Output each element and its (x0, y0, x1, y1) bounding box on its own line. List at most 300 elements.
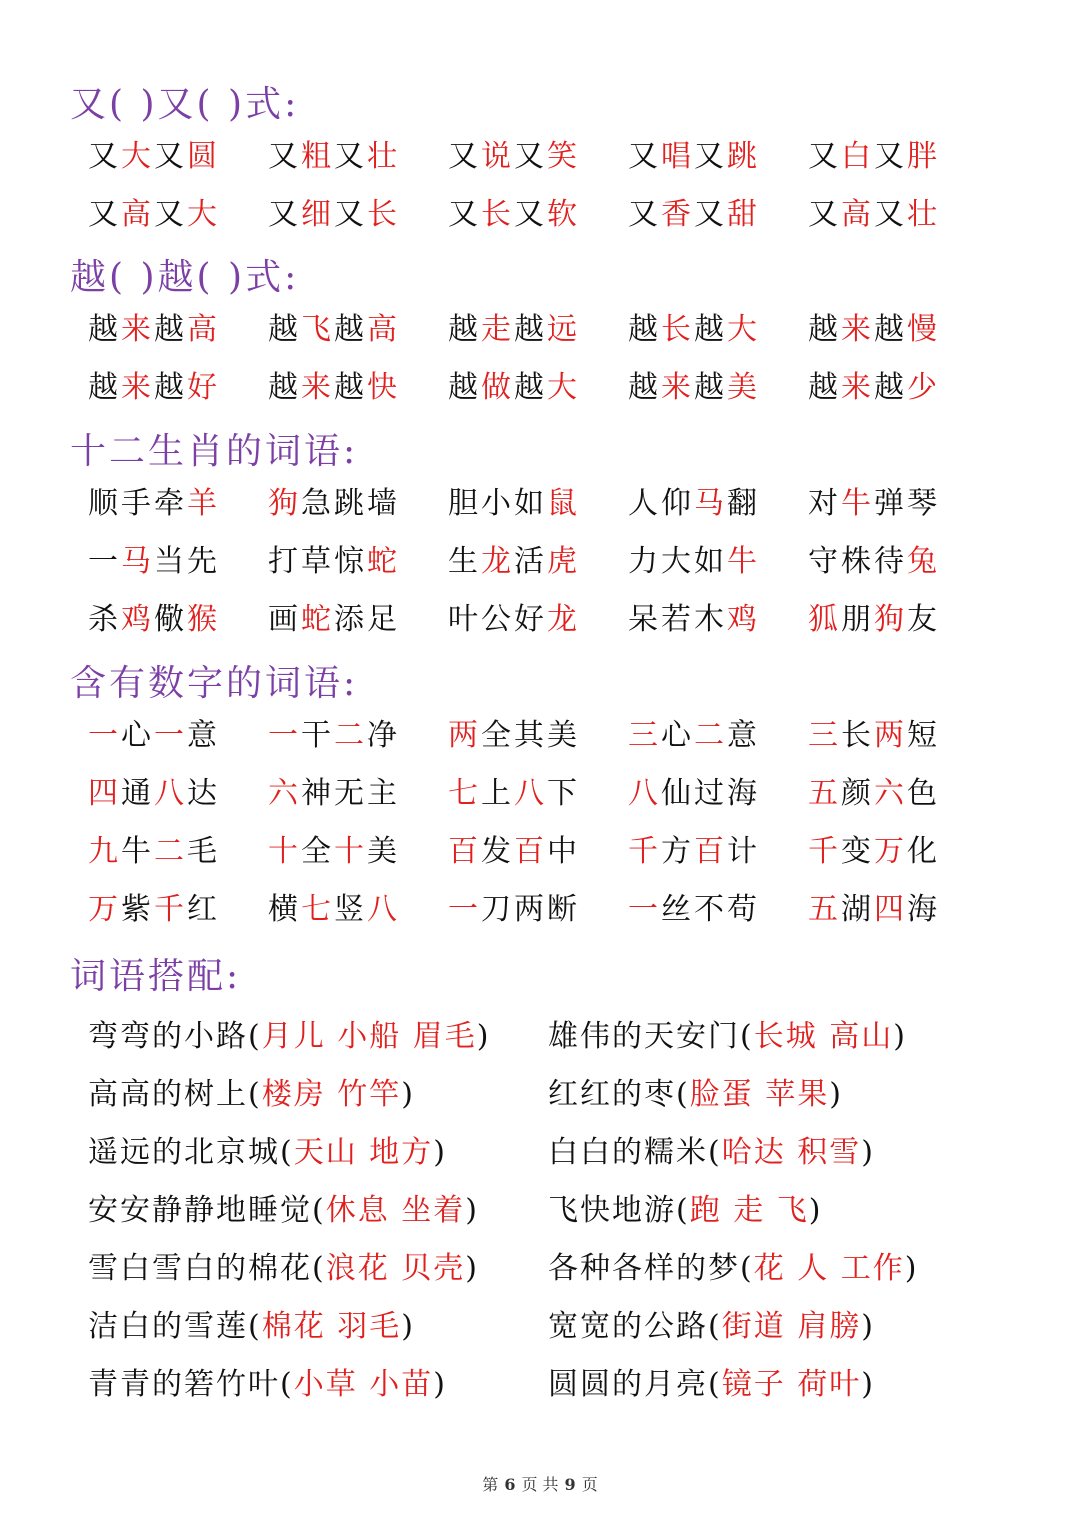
text-segment: 当先 (154, 544, 220, 579)
phrase-item (88, 713, 220, 759)
text-segment: 蛇 (301, 602, 334, 637)
text-segment: 又 (154, 197, 187, 232)
text-segment: 跑 走 飞 (689, 1193, 809, 1228)
text-segment: ) (893, 1019, 907, 1054)
text-segment: 牛 (727, 544, 760, 579)
text-segment: 小草 小苗 (293, 1367, 434, 1402)
text-segment: ) (433, 1135, 447, 1170)
text-segment: 长 (841, 718, 874, 753)
collocation-item (88, 1072, 415, 1118)
text-segment: 快 (367, 370, 400, 405)
phrase-item (88, 829, 220, 875)
word-row (88, 134, 1008, 180)
text-segment: 呆若木 (628, 602, 727, 637)
text-segment: ) (401, 1309, 415, 1344)
text-segment: ) (465, 1193, 479, 1228)
collocation-item (548, 1014, 907, 1060)
text-segment: 越 (154, 370, 187, 405)
text-segment: 脸蛋 苹果 (689, 1077, 830, 1112)
text-segment: 雪白雪白的棉花( (88, 1251, 326, 1286)
text-segment: ) (904, 1251, 919, 1286)
text-segment: 千 (808, 834, 841, 869)
text-segment: 高 (121, 197, 154, 232)
text-segment: 毛 (187, 834, 220, 869)
text-segment: 越 (808, 312, 841, 347)
text-segment: 对 (808, 486, 841, 521)
collocation-item (548, 1188, 823, 1234)
text-segment: 飞 (301, 312, 334, 347)
phrase-item (628, 539, 760, 585)
text-segment: 少 (907, 370, 940, 405)
text-segment: 大 (547, 370, 580, 405)
phrase-item (268, 771, 400, 817)
text-segment: 干 (301, 718, 334, 753)
phrase-item (448, 192, 580, 238)
text-segment: 万 (88, 892, 121, 927)
text-segment: 做 (481, 370, 514, 405)
text-segment: 粗 (301, 139, 334, 174)
text-segment: 活 (514, 544, 547, 579)
text-segment: 一 (88, 544, 121, 579)
phrase-item (268, 713, 400, 759)
phrase-item (448, 771, 580, 817)
phrase-item (628, 771, 760, 817)
text-segment: 友 (907, 602, 940, 637)
phrase-item (88, 887, 220, 933)
collocation-item (88, 1362, 447, 1408)
collocation-item (88, 1130, 447, 1176)
phrase-item (448, 539, 580, 585)
text-segment: 鸡 (727, 602, 760, 637)
text-segment: 又 (448, 197, 481, 232)
text-segment: 马 (121, 544, 154, 579)
phrase-item (628, 829, 760, 875)
text-segment: 八 (154, 776, 187, 811)
text-segment: 丝不苟 (661, 892, 760, 927)
phrase-item (268, 597, 400, 643)
text-segment: 越 (694, 370, 727, 405)
phrase-item (88, 481, 220, 527)
phrase-item (628, 481, 760, 527)
text-segment: 心 (121, 718, 154, 753)
text-segment: 蛇 (367, 544, 400, 579)
text-segment: ) (861, 1367, 875, 1402)
text-segment: 龙 (547, 602, 580, 637)
text-segment: ) (861, 1135, 875, 1170)
text-segment: 越 (808, 370, 841, 405)
text-segment: 长 (661, 312, 694, 347)
text-segment: 胖 (907, 139, 940, 174)
text-segment: 朋 (841, 602, 874, 637)
text-segment: 仙过海 (661, 776, 760, 811)
text-segment: 七 (301, 892, 334, 927)
text-segment: 色 (907, 776, 940, 811)
text-segment: 两 (874, 718, 907, 753)
phrase-item (88, 771, 220, 817)
text-segment: 街道 肩膀 (721, 1309, 862, 1344)
text-segment: 牛 (841, 486, 874, 521)
phrase-item (628, 713, 760, 759)
text-segment: 八 (367, 892, 400, 927)
text-segment: 杀 (88, 602, 121, 637)
section-heading: 词语搭配: (70, 956, 242, 997)
text-segment: 越 (448, 312, 481, 347)
text-segment: 三 (808, 718, 841, 753)
collocation-row (88, 1130, 1048, 1176)
text-segment: 全 (301, 834, 334, 869)
text-segment: 一 (628, 892, 661, 927)
text-segment: 越 (268, 312, 301, 347)
text-segment: 四 (874, 892, 907, 927)
text-segment: 十 (268, 834, 301, 869)
collocation-row (88, 1246, 1048, 1292)
text-segment: 儆 (154, 602, 187, 637)
text-segment: 短 (907, 718, 940, 753)
text-segment: ) (465, 1251, 479, 1286)
collocation-row (88, 1014, 1048, 1060)
collocation-row (88, 1304, 1048, 1350)
text-segment: 越 (88, 370, 121, 405)
text-segment: ) (401, 1077, 415, 1112)
text-segment: 越 (874, 312, 907, 347)
word-row (88, 539, 1008, 585)
phrase-item (88, 134, 220, 180)
footer-middle: 页 共 (521, 1475, 559, 1494)
text-segment: 变 (841, 834, 874, 869)
phrase-item (268, 481, 400, 527)
text-segment: 圆圆的月亮( (548, 1367, 722, 1402)
text-segment: 安安静静地睡觉( (88, 1193, 326, 1228)
text-segment: 马 (694, 486, 727, 521)
text-segment: 百 (694, 834, 727, 869)
text-segment: ) (808, 1193, 823, 1228)
phrase-item (808, 829, 940, 875)
text-segment: 生 (448, 544, 481, 579)
section-heading: 十二生肖的词语: (70, 431, 359, 472)
collocation-item (88, 1188, 479, 1234)
phrase-item (448, 134, 580, 180)
text-segment: 刀两断 (481, 892, 580, 927)
text-segment: 虎 (547, 544, 580, 579)
text-segment: 百 (514, 834, 547, 869)
text-segment: 狗 (874, 602, 907, 637)
text-segment: 又 (874, 197, 907, 232)
text-segment: 中 (547, 834, 580, 869)
text-segment: 天山 地方 (293, 1135, 434, 1170)
text-segment: 力大如 (628, 544, 727, 579)
text-segment: 好 (187, 370, 220, 405)
text-segment: 又 (808, 139, 841, 174)
word-row (88, 829, 1008, 875)
text-segment: 高 (187, 312, 220, 347)
phrase-item (808, 771, 940, 817)
collocation-row (88, 1362, 1048, 1408)
text-segment: 方 (661, 834, 694, 869)
text-segment: 一 (448, 892, 481, 927)
text-segment: 高 (367, 312, 400, 347)
phrase-item (808, 887, 940, 933)
text-segment: 走 (481, 312, 514, 347)
collocation-item (548, 1362, 875, 1408)
text-segment: 画 (268, 602, 301, 637)
text-segment: 九 (88, 834, 121, 869)
phrase-item (268, 365, 400, 411)
text-segment: 叶公好 (448, 602, 547, 637)
phrase-item (88, 365, 220, 411)
collocation-item (548, 1072, 843, 1118)
text-segment: 横 (268, 892, 301, 927)
text-segment: 龙 (481, 544, 514, 579)
phrase-item (448, 887, 580, 933)
text-segment: 添足 (334, 602, 400, 637)
text-segment: 五 (808, 892, 841, 927)
text-segment: 壮 (367, 139, 400, 174)
text-segment: 各种各样的梦( (548, 1251, 754, 1286)
text-segment: 千 (154, 892, 187, 927)
text-segment: 大 (187, 197, 220, 232)
text-segment: 来 (121, 312, 154, 347)
text-segment: 两 (448, 718, 481, 753)
text-segment: 又 (628, 139, 661, 174)
text-segment: 飞快地游( (548, 1193, 690, 1228)
section-heading: 又( )又( )式: (70, 84, 300, 125)
section-heading: 含有数字的词语: (70, 663, 359, 704)
text-segment: 又 (514, 197, 547, 232)
text-segment: 长 (481, 197, 514, 232)
phrase-item (448, 597, 580, 643)
text-segment: 计 (727, 834, 760, 869)
text-segment: 浪花 贝壳 (325, 1251, 466, 1286)
text-segment: 五 (808, 776, 841, 811)
phrase-item (448, 307, 580, 353)
phrase-item (808, 134, 940, 180)
text-segment: 高高的树上( (88, 1077, 262, 1112)
text-segment: 狐 (808, 602, 841, 637)
text-segment: 又 (334, 197, 367, 232)
text-segment: 越 (88, 312, 121, 347)
phrase-item (88, 539, 220, 585)
phrase-item (628, 887, 760, 933)
phrase-item (88, 307, 220, 353)
text-segment: 来 (121, 370, 154, 405)
text-segment: 来 (841, 312, 874, 347)
phrase-item (808, 597, 940, 643)
text-segment: 二 (334, 718, 367, 753)
text-segment: 越 (694, 312, 727, 347)
section-heading: 越( )越( )式: (70, 257, 300, 298)
text-segment: 急跳墙 (301, 486, 400, 521)
collocation-item (88, 1014, 491, 1060)
text-segment: 百 (448, 834, 481, 869)
text-segment: 三 (628, 718, 661, 753)
collocation-row (88, 1188, 1048, 1234)
phrase-item (628, 192, 760, 238)
text-segment: 镜子 荷叶 (721, 1367, 862, 1402)
text-segment: 又 (694, 139, 727, 174)
text-segment: 来 (661, 370, 694, 405)
text-segment: 狗 (268, 486, 301, 521)
text-segment: 全其美 (481, 718, 580, 753)
text-segment: 又 (334, 139, 367, 174)
text-segment: 长 (367, 197, 400, 232)
footer-page-number: 6 (504, 1475, 516, 1494)
text-segment: 上 (481, 776, 514, 811)
text-segment: 细 (301, 197, 334, 232)
text-segment: 大 (121, 139, 154, 174)
text-segment: ) (476, 1019, 491, 1054)
text-segment: 二 (154, 834, 187, 869)
footer-total-pages: 9 (564, 1475, 576, 1494)
phrase-item (88, 597, 220, 643)
text-segment: 打草惊 (268, 544, 367, 579)
text-segment: 千 (628, 834, 661, 869)
text-segment: 越 (154, 312, 187, 347)
phrase-item (268, 134, 400, 180)
text-segment: 十 (334, 834, 367, 869)
text-segment: 又 (628, 197, 661, 232)
text-segment: 越 (628, 312, 661, 347)
word-row (88, 481, 1008, 527)
text-segment: 弹琴 (874, 486, 940, 521)
text-segment: 越 (628, 370, 661, 405)
word-row (88, 307, 1008, 353)
text-segment: 万 (874, 834, 907, 869)
text-segment: 又 (154, 139, 187, 174)
phrase-item (808, 481, 940, 527)
text-segment: 竖 (334, 892, 367, 927)
collocation-item (88, 1304, 415, 1350)
text-segment: 顺手牵 (88, 486, 187, 521)
text-segment: 越 (514, 312, 547, 347)
text-segment: 七 (448, 776, 481, 811)
text-segment: 楼房 竹竿 (261, 1077, 402, 1112)
phrase-item (808, 192, 940, 238)
text-segment: 美 (367, 834, 400, 869)
text-segment: 长城 高山 (753, 1019, 894, 1054)
text-segment: ) (861, 1309, 875, 1344)
text-segment: 越 (334, 370, 367, 405)
text-segment: 洁白的雪莲( (88, 1309, 262, 1344)
phrase-item (448, 713, 580, 759)
word-row (88, 887, 1008, 933)
text-segment: 鼠 (547, 486, 580, 521)
text-segment: 神无主 (301, 776, 400, 811)
phrase-item (628, 307, 760, 353)
text-segment: ) (433, 1367, 447, 1402)
text-segment: 发 (481, 834, 514, 869)
phrase-item (268, 539, 400, 585)
phrase-item (268, 192, 400, 238)
text-segment: 弯弯的小路( (88, 1019, 262, 1054)
phrase-item (808, 365, 940, 411)
text-segment: 跳 (727, 139, 760, 174)
text-segment: 越 (514, 370, 547, 405)
text-segment: 说 (481, 139, 514, 174)
text-segment: 遥远的北京城( (88, 1135, 294, 1170)
text-segment: 红红的枣( (548, 1077, 690, 1112)
text-segment: 月儿 小船 眉毛 (261, 1019, 477, 1054)
footer-suffix: 页 (581, 1475, 598, 1494)
text-segment: 远 (547, 312, 580, 347)
text-segment: 一 (154, 718, 187, 753)
text-segment: 又 (268, 139, 301, 174)
text-segment: 又 (448, 139, 481, 174)
word-row (88, 771, 1008, 817)
text-segment: 颜 (841, 776, 874, 811)
text-segment: 心 (661, 718, 694, 753)
word-row (88, 365, 1008, 411)
collocation-item (88, 1246, 479, 1292)
phrase-item (628, 134, 760, 180)
text-segment: 通 (121, 776, 154, 811)
text-segment: 一 (88, 718, 121, 753)
text-segment: 又 (268, 197, 301, 232)
text-segment: 羊 (187, 486, 220, 521)
text-segment: 休息 坐着 (325, 1193, 466, 1228)
text-segment: 湖 (841, 892, 874, 927)
text-segment: 四 (88, 776, 121, 811)
phrase-item (448, 829, 580, 875)
phrase-item (628, 597, 760, 643)
text-segment: 又 (808, 197, 841, 232)
text-segment: 海 (907, 892, 940, 927)
word-row (88, 713, 1008, 759)
phrase-item (448, 481, 580, 527)
phrase-item (268, 887, 400, 933)
phrase-item (808, 307, 940, 353)
text-segment: 来 (301, 370, 334, 405)
page-footer (0, 1472, 1080, 1495)
text-segment: ) (829, 1077, 843, 1112)
text-segment: 下 (547, 776, 580, 811)
text-segment: 白 (841, 139, 874, 174)
text-segment: 八 (514, 776, 547, 811)
text-segment: 牛 (121, 834, 154, 869)
text-segment: 慢 (907, 312, 940, 347)
text-segment: 青青的箬竹叶( (88, 1367, 294, 1402)
text-segment: 守株待 (808, 544, 907, 579)
text-segment: 胆小如 (448, 486, 547, 521)
collocation-item (548, 1130, 875, 1176)
text-segment: 壮 (907, 197, 940, 232)
text-segment: 又 (694, 197, 727, 232)
text-segment: 哈达 积雪 (721, 1135, 862, 1170)
text-segment: 又 (88, 197, 121, 232)
collocation-item (548, 1246, 919, 1292)
word-row (88, 192, 1008, 238)
text-segment: 越 (874, 370, 907, 405)
text-segment: 净 (367, 718, 400, 753)
collocation-row (88, 1072, 1048, 1118)
text-segment: 兔 (907, 544, 940, 579)
text-segment: 圆 (187, 139, 220, 174)
text-segment: 来 (841, 370, 874, 405)
text-segment: 翻 (727, 486, 760, 521)
text-segment: 美 (727, 370, 760, 405)
text-segment: 越 (334, 312, 367, 347)
text-segment: 猴 (187, 602, 220, 637)
phrase-item (628, 365, 760, 411)
text-segment: 花 人 工作 (753, 1251, 905, 1286)
text-segment: 紫 (121, 892, 154, 927)
text-segment: 甜 (727, 197, 760, 232)
text-segment: 又 (874, 139, 907, 174)
phrase-item (268, 307, 400, 353)
text-segment: 意 (727, 718, 760, 753)
text-segment: 越 (448, 370, 481, 405)
text-segment: 六 (268, 776, 301, 811)
text-segment: 又 (514, 139, 547, 174)
